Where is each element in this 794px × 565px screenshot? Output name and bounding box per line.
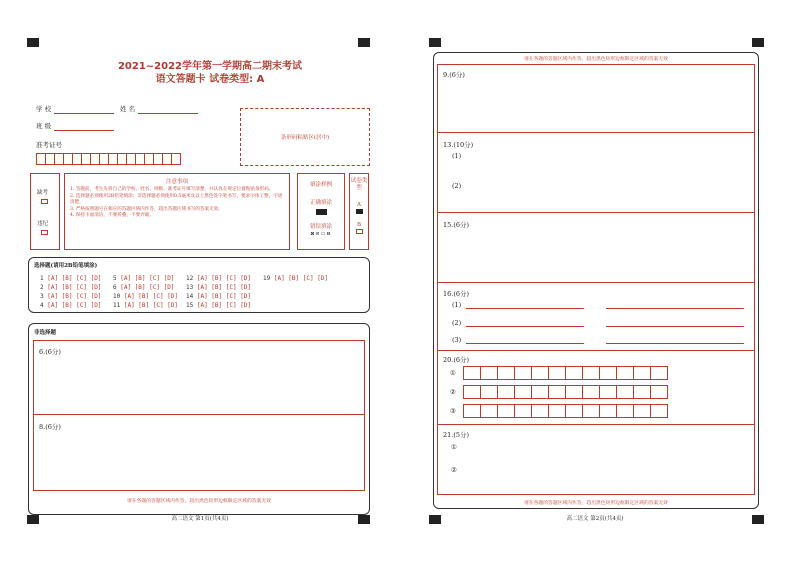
notice-item: 2. 选择题必须使用2B铅笔填涂；非选择题必须使用0.5毫米及以上黑色签字笔书写，要求字体工整，字迹清楚。: [70, 193, 283, 206]
registration-mark: [27, 515, 39, 524]
choice-question-number: 1: [40, 275, 48, 282]
divider: [33, 414, 365, 415]
divider: [437, 132, 755, 133]
question-20-sub-1: ①: [450, 369, 456, 377]
registration-mark: [358, 515, 370, 524]
choice-question-number: 14: [186, 293, 197, 300]
school-field[interactable]: [54, 106, 114, 114]
page-footer: 高二语文 第2页(共4页): [566, 516, 624, 522]
question-16-sub-2: (2): [452, 319, 462, 327]
choice-question-number: 13: [186, 284, 197, 291]
choice-question-number: 19: [263, 275, 274, 282]
registration-mark: [27, 38, 39, 47]
exam-number-label: 准考证号: [36, 141, 62, 149]
answer-area[interactable]: [437, 64, 755, 495]
top-warning: 请在各题的答题区域内作答，超出黑色矩形边框限定区域的答案无效: [524, 57, 668, 62]
question-21-sub-1: ①: [451, 443, 457, 451]
choice-section-title: 选择题(请用2B铅笔填涂): [34, 263, 98, 269]
name-label: 姓 名: [120, 105, 136, 113]
question-16-sub-3: (3): [452, 336, 462, 344]
registration-mark: [429, 515, 441, 524]
choice-question-number: 12: [186, 275, 197, 282]
character-grid-row[interactable]: [463, 404, 667, 418]
divider: [437, 282, 755, 283]
answer-box-q6-q8[interactable]: [33, 340, 365, 491]
choice-option-bubbles[interactable]: [A] [B] [C] [D]: [47, 302, 102, 309]
barcode-label: 条形码粘贴区(居中): [280, 135, 330, 141]
wrong-fill-label: 错误填涂: [309, 224, 332, 230]
wrong-fill-samples: ⊠⊘▭⊟: [310, 231, 332, 237]
answer-line[interactable]: [466, 343, 584, 344]
answer-line[interactable]: [606, 308, 744, 309]
answer-line[interactable]: [466, 326, 584, 327]
page-footer: 高二语文 第1页(共4页): [171, 516, 229, 522]
choice-question-2[interactable]: [40, 284, 101, 291]
bottom-warning: 请在各题的答题区域内作答，超出黑色矩形边框限定区域的答案无效: [127, 499, 271, 504]
paper-type-label: 试卷类型: [350, 178, 368, 191]
nonchoice-section-title: 非选择题: [34, 330, 57, 336]
notice-item: 3. 严格按照题号在相应的答题区域内作答，超出答题区域书写的答案无效。: [70, 206, 223, 212]
question-8-label: 8.(6分): [39, 423, 61, 431]
question-20-sub-2: ②: [450, 388, 456, 396]
notice-title: 注意事项: [165, 179, 188, 185]
character-grid-row[interactable]: [463, 385, 667, 399]
choice-question-number: 10: [113, 293, 124, 300]
paper-type-a-label: A: [357, 202, 361, 208]
character-grid-row[interactable]: [463, 366, 667, 380]
choice-option-bubbles[interactable]: [A] [B] [C] [D]: [196, 293, 252, 300]
notice-item: 1. 答题前，考生先将自己的学校、姓名、班级、准考证号填写清楚，并认真在规定位置粘贴条形码。: [70, 187, 274, 192]
registration-mark: [752, 38, 764, 47]
choice-question-number: 15: [186, 302, 197, 309]
choice-option-bubbles[interactable]: [A] [B] [C] [D]: [196, 275, 252, 282]
question-21-sub-2: ②: [451, 466, 457, 474]
choice-option-bubbles[interactable]: [A] [B] [C] [D]: [47, 284, 102, 291]
choice-question-6[interactable]: [113, 284, 174, 291]
question-16-label: 16.(6分): [443, 290, 470, 298]
question-15-label: 15.(6分): [443, 221, 470, 229]
choice-question-number: 6: [113, 284, 121, 291]
violation-label: 违纪: [37, 221, 49, 227]
divider: [437, 350, 755, 351]
divider: [437, 424, 755, 425]
choice-question-13[interactable]: [186, 284, 251, 291]
paper-type-b-bubble[interactable]: [356, 229, 363, 234]
choice-question-19[interactable]: [263, 275, 328, 282]
exam-number-grid[interactable]: [36, 150, 180, 169]
divider: [437, 212, 755, 213]
choice-question-number: 5: [113, 275, 121, 282]
barcode-area[interactable]: [240, 108, 370, 166]
page-title: 2021~2022学年第一学期高二期末考试: [117, 61, 303, 72]
registration-mark: [429, 38, 441, 47]
answer-line[interactable]: [606, 326, 744, 327]
question-20-sub-3: ③: [450, 407, 456, 415]
absent-checkbox[interactable]: [41, 199, 48, 204]
choice-question-12[interactable]: [186, 275, 251, 282]
choice-option-bubbles[interactable]: [A] [B] [C] [D]: [120, 275, 175, 282]
correct-fill-label: 正确填涂: [309, 200, 332, 206]
correct-fill-sample: [316, 209, 327, 215]
choice-question-1[interactable]: [40, 275, 101, 282]
question-21-label: 21.(5分): [443, 431, 470, 439]
choice-question-number: 3: [40, 293, 48, 300]
answer-line[interactable]: [466, 308, 584, 309]
registration-mark: [358, 38, 370, 47]
paper-type-a-bubble[interactable]: [356, 209, 363, 214]
choice-question-10[interactable]: [113, 293, 178, 300]
fill-sample-box: [297, 173, 345, 250]
choice-question-number: 11: [113, 302, 124, 309]
choice-question-5[interactable]: [113, 275, 174, 282]
choice-question-14[interactable]: [186, 293, 251, 300]
fill-sample-title: 填涂样例: [309, 182, 332, 188]
choice-option-bubbles[interactable]: [A] [B] [C] [D]: [123, 302, 179, 309]
absent-violation-box: [30, 173, 60, 250]
question-16-sub-1: (1): [452, 301, 462, 309]
choice-question-number: 2: [40, 284, 48, 291]
violation-checkbox[interactable]: [41, 230, 48, 235]
question-13-sub-2: (2): [452, 182, 462, 190]
school-label: 学 校: [36, 105, 52, 113]
registration-mark: [752, 515, 764, 524]
choice-option-bubbles[interactable]: [A] [B] [C] [D]: [123, 293, 179, 300]
choice-option-bubbles[interactable]: [A] [B] [C] [D]: [120, 284, 175, 291]
question-9-label: 9.(6分): [443, 71, 465, 79]
choice-option-bubbles[interactable]: [A] [B] [C] [D]: [196, 302, 252, 309]
choice-question-number: 4: [40, 302, 48, 309]
name-field[interactable]: [138, 106, 198, 114]
choice-option-bubbles[interactable]: [A] [B] [C] [D]: [273, 275, 329, 282]
question-6-label: 6.(6分): [39, 348, 61, 356]
choice-question-11[interactable]: [113, 302, 178, 309]
question-13-sub-1: (1): [452, 152, 462, 160]
paper-type-b-label: B: [356, 222, 362, 228]
class-label: 班 级: [36, 122, 52, 130]
notice-item: 4. 保持卡面清洁，不要折叠、不要弄破。: [70, 213, 154, 219]
question-13-label: 13.(10分): [443, 141, 474, 149]
answer-line[interactable]: [606, 343, 744, 344]
class-field[interactable]: [54, 123, 114, 131]
choice-question-15[interactable]: [186, 302, 251, 309]
choice-question-3[interactable]: [40, 293, 101, 300]
choice-question-4[interactable]: [40, 302, 101, 309]
choice-option-bubbles[interactable]: [A] [B] [C] [D]: [47, 293, 102, 300]
choice-option-bubbles[interactable]: [A] [B] [C] [D]: [196, 284, 252, 291]
bottom-warning: 请在各题的答题区域内作答，超出黑色矩形边框限定区域的答案无效: [524, 501, 668, 506]
choice-option-bubbles[interactable]: [A] [B] [C] [D]: [47, 275, 102, 282]
paper-type-box: [349, 173, 369, 250]
notice-box: [64, 173, 290, 250]
question-20-label: 20.(6分): [443, 356, 470, 364]
absent-label: 缺考: [37, 190, 49, 196]
page-subtitle: 语文答题卡 试卷类型: A: [155, 74, 265, 85]
